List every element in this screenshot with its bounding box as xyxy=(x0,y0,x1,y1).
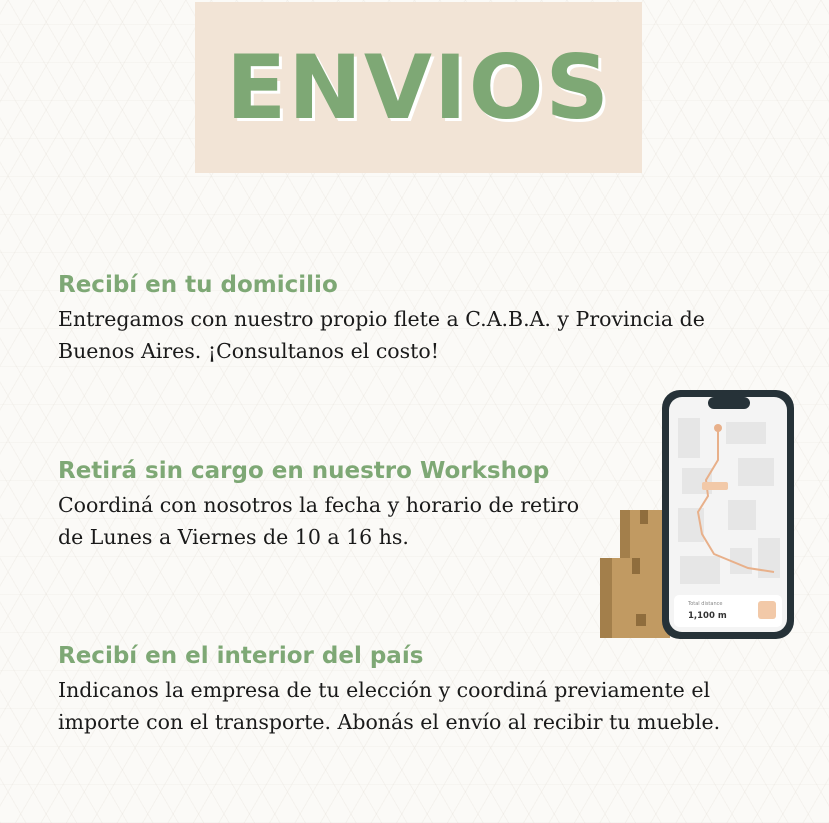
cardboard-boxes-icon xyxy=(600,510,670,638)
title-banner xyxy=(195,2,642,173)
section-heading: Retirá sin cargo en nuestro Workshop xyxy=(58,458,550,484)
section-body: Entregamos con nuestro propio flete a C.A.B.A. y Provincia de Buenos Aires. ¡Consultanos el costo! xyxy=(58,306,705,363)
distance-label: Total distance xyxy=(688,601,723,607)
section-heading: Recibí en el interior del país xyxy=(58,643,424,669)
section-body: Coordiná con nosotros la fecha y horario de retiro de Lunes a Viernes de 10 a 16 hs. xyxy=(58,492,580,549)
section-body: Indicanos la empresa de tu elección y coordiná previamente el importe con el transporte. Abonás el envío al recibir tu mueble. xyxy=(58,677,721,734)
distance-value: 1,100 m xyxy=(688,611,727,621)
section-workshop-pickup xyxy=(58,458,598,553)
phone-map-icon xyxy=(662,390,794,639)
section-interior-shipping xyxy=(58,643,798,738)
section-home-delivery xyxy=(58,272,778,367)
section-heading: Recibí en tu domicilio xyxy=(58,272,338,298)
page-title: ENVIOS xyxy=(226,35,611,139)
phone-and-boxes-illustration xyxy=(598,388,798,643)
